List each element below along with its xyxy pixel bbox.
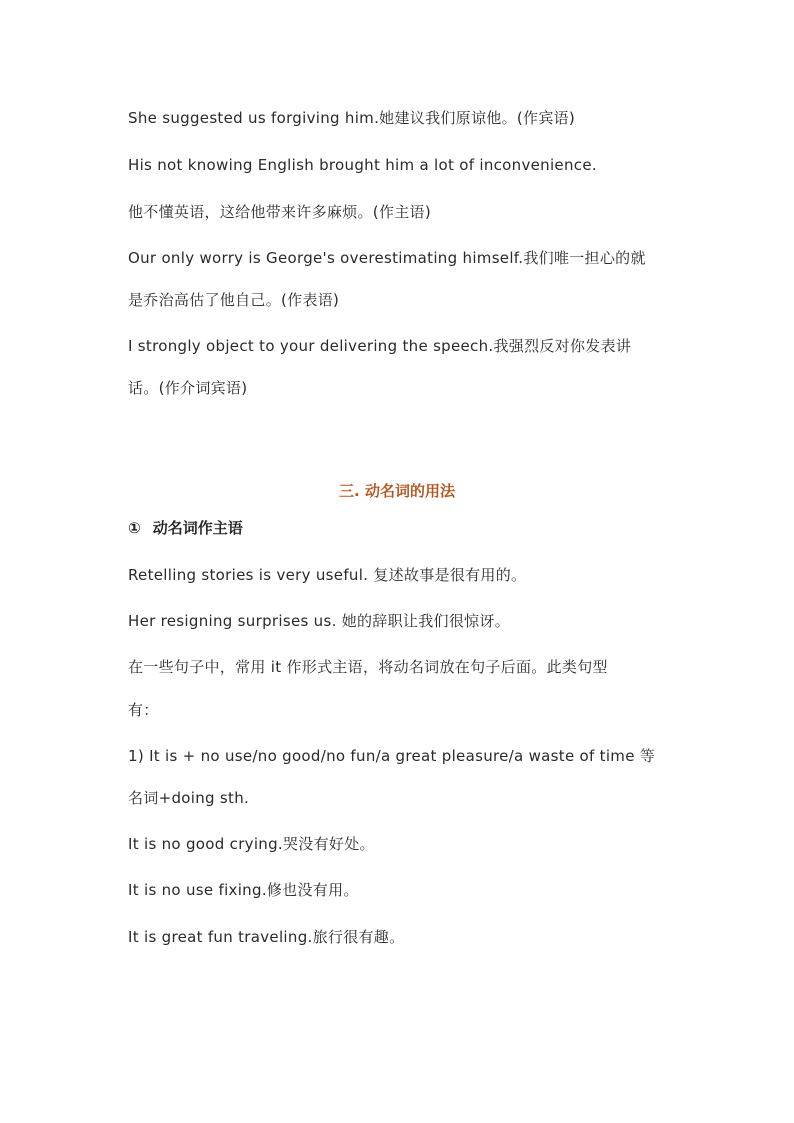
subsection-title: 动名词作主语: [152, 519, 243, 537]
text-line: She suggested us forgiving him.她建议我们原谅他。(作宾语): [128, 109, 576, 127]
text-line: 有：: [128, 701, 159, 719]
text-line: It is no good crying.哭没有好处。: [128, 835, 375, 853]
circled-number-one: ①: [128, 519, 141, 537]
subsection-heading: [128, 518, 243, 538]
text-line: It is great fun traveling.旅行很有趣。: [128, 928, 405, 946]
text-line: 名词+doing sth.: [128, 789, 250, 807]
text-line: 是乔治高估了他自己。(作表语): [128, 291, 340, 309]
text-line: 话。(作介词宾语): [128, 379, 248, 397]
text-line: His not knowing English brought him a lot of inconvenience.: [128, 156, 597, 174]
text-line: Retelling stories is very useful. 复述故事是很有用的。: [128, 566, 527, 584]
text-line: Our only worry is George's overestimating himself.我们唯一担心的就: [128, 249, 646, 267]
text-line: I strongly object to your delivering the speech.我强烈反对你发表讲: [128, 337, 632, 355]
text-line: 他不懂英语，这给他带来许多麻烦。(作主语): [128, 203, 432, 221]
section-heading: 三. 动名词的用法: [339, 482, 455, 500]
text-line: 1) It is + no use/no good/no fun/a great pleasure/a waste of time 等: [128, 747, 656, 765]
text-line: Her resigning surprises us. 她的辞职让我们很惊讶。: [128, 612, 511, 630]
text-line: It is no use fixing.修也没有用。: [128, 881, 359, 899]
text-line: 在一些句子中，常用 it 作形式主语，将动名词放在句子后面。此类句型: [128, 658, 608, 676]
